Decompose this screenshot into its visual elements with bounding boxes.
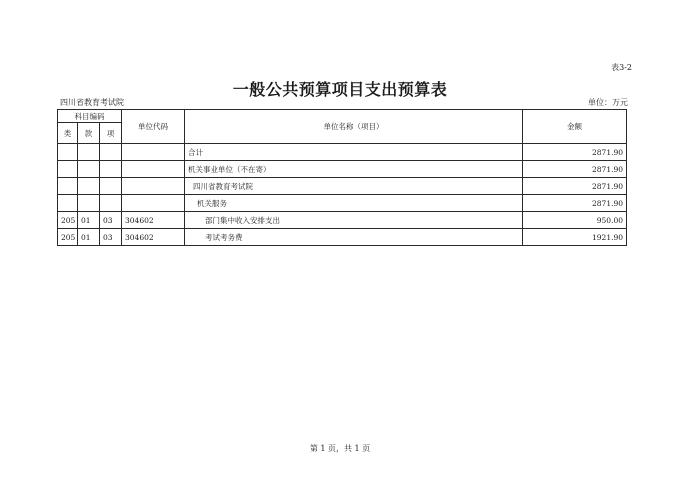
table-row — [58, 161, 627, 178]
cell-lei — [58, 178, 78, 195]
cell-xiang — [100, 144, 122, 161]
cell-kuan — [78, 144, 100, 161]
header-lei: 类 — [58, 123, 78, 144]
cell-amount: 2871.90 — [523, 195, 627, 212]
header-amount: 金额 — [523, 110, 627, 144]
cell-kuan — [78, 195, 100, 212]
cell-lei — [58, 195, 78, 212]
cell-unit-name: 考试考务费 — [185, 229, 523, 246]
table-row — [58, 144, 627, 161]
cell-unit-name: 部门集中收入安排支出 — [185, 212, 523, 229]
cell-xiang — [100, 161, 122, 178]
table-number: 表3-2 — [611, 63, 632, 72]
header-unit-code: 单位代码 — [122, 110, 185, 144]
header-kuan: 款 — [78, 123, 100, 144]
organization-name: 四川省教育考试院 — [60, 98, 124, 107]
page-title: 一般公共预算项目支出预算表 — [232, 80, 448, 99]
cell-xiang: 03 — [100, 212, 122, 229]
cell-lei — [58, 161, 78, 178]
cell-xiang — [100, 178, 122, 195]
header-unit-name: 单位名称（项目） — [185, 110, 523, 144]
cell-unit-name: 合计 — [185, 144, 523, 161]
table-row — [58, 195, 627, 212]
cell-unit-code — [122, 178, 185, 195]
cell-kuan — [78, 178, 100, 195]
page-number: 第 1 页，共 1 页 — [309, 444, 371, 453]
cell-amount: 2871.90 — [523, 178, 627, 195]
cell-amount: 2871.90 — [523, 161, 627, 178]
table-row — [58, 212, 627, 229]
cell-unit-code — [122, 161, 185, 178]
cell-lei: 205 — [58, 229, 78, 246]
table-row — [58, 229, 627, 246]
cell-unit-name: 机关服务 — [185, 195, 523, 212]
cell-xiang: 03 — [100, 229, 122, 246]
unit-label: 单位：万元 — [588, 98, 628, 107]
cell-unit-name: 机关事业单位（不在寄） — [185, 161, 523, 178]
cell-unit-code — [122, 144, 185, 161]
cell-xiang — [100, 195, 122, 212]
cell-kuan: 01 — [78, 229, 100, 246]
cell-unit-code — [122, 195, 185, 212]
cell-unit-name: 四川省教育考试院 — [185, 178, 523, 195]
cell-amount: 950.00 — [523, 212, 627, 229]
header-xiang: 项 — [100, 123, 122, 144]
cell-unit-code: 304602 — [122, 212, 185, 229]
cell-kuan: 01 — [78, 212, 100, 229]
cell-lei: 205 — [58, 212, 78, 229]
cell-amount: 1921.90 — [523, 229, 627, 246]
cell-amount: 2871.90 — [523, 144, 627, 161]
header-subject-code: 科目编码 — [58, 110, 122, 123]
table-row — [58, 178, 627, 195]
cell-unit-code: 304602 — [122, 229, 185, 246]
cell-lei — [58, 144, 78, 161]
budget-table — [57, 109, 627, 246]
cell-kuan — [78, 161, 100, 178]
